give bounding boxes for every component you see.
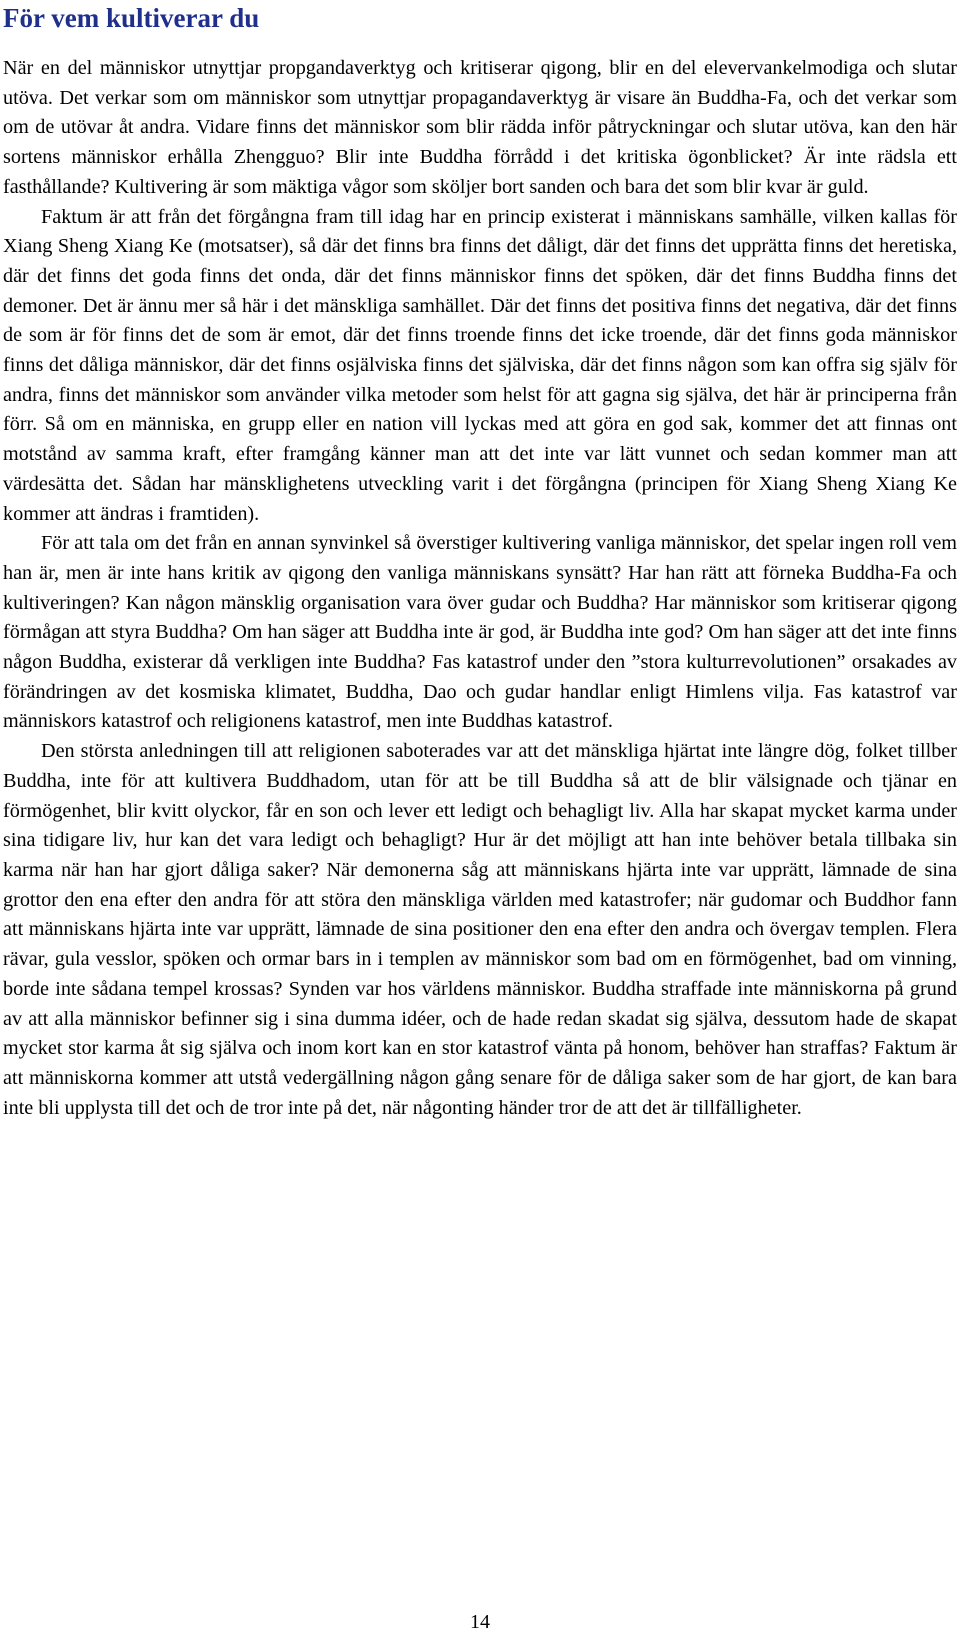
page-title: För vem kultiverar du: [3, 3, 260, 33]
paragraph-2: Faktum är att från det förgångna fram till idag har en princip existerat i människans samhälle, vilken kallas för Xiang Sheng Xiang Ke (motsatser), så där det finns bra finns det dåligt, där det finns det upprätta finns det heretiska, där det finns det goda finns det onda, där det finns människor finns det spöken, där det finns Buddha finns det demoner. Det är ännu mer så här i det mänskliga samhället. Där det finns det positiva finns det negativa, där det finns de som är för finns det de som är emot, där det finns troende finns det icke troende, där det finns goda människor finns det dåliga människor, där det finns osjälviska finns det själviska, där det finns någon som kan offra sig själv för andra, finns det människor som använder vilka metoder som helst för att gagna sig själva, det här är principerna från förr. Så om en människa, en grupp eller en nation vill lyckas med att göra en god sak, kommer det att finnas ont motstånd av samma kraft, efter framgång känner man att det inte var lätt vunnet och sedan kommer man att värdesätta det. Sådan har mänsklighetens utveckling varit i det förgångna (principen för Xiang Sheng Xiang Ke kommer att ändras i framtiden).: [3, 205, 957, 525]
document-page: [3, 0, 957, 1123]
page-number: 14: [470, 1611, 490, 1633]
document-body: [3, 54, 957, 1123]
paragraph-3: För att tala om det från en annan synvinkel så överstiger kultivering vanliga människor, det spelar ingen roll vem han är, men är inte hans kritik av qigong den vanliga människans synsätt? Har han rätt att förneka Buddha-Fa och kultiveringen? Kan någon mänsklig organisation vara över gudar och Buddha? Har människor som kritiserar qigong förmågan att styra Buddha? Om han säger att Buddha inte är god, är Buddha inte god? Om han säger att det inte finns någon Buddha, existerar då verkligen inte Buddha? Fas katastrof under den ”stora kulturrevolutionen” orsakades av förändringen av det kosmiska klimatet, Buddha, Dao och gudar handlar enligt Himlens vilja. Fas katastrof var människors katastrof och religionens katastrof, men inte Buddhas katastrof.: [3, 532, 957, 733]
paragraph-1: När en del människor utnyttjar propgandaverktyg och kritiserar qigong, blir en del elevervankelmodiga och slutar utöva. Det verkar som om människor som utnyttjar propagandaverktyg är visare än Buddha-Fa, och det verkar som om de utövar åt andra. Vidare finns det människor som blir rädda inför påtryckningar och slutar utöva, kan den här sortens människor erhålla Zhengguo? Blir inte Buddha förrådd i det kritiska ögonblicket? Är inte rädsla ett fasthållande? Kultivering är som mäktiga vågor som sköljer bort sanden och bara det som blir kvar är guld.: [3, 57, 957, 198]
paragraph-4: Den största anledningen till att religionen saboterades var att det mänskliga hjärtat inte längre dög, folket tillber Buddha, inte för att kultivera Buddhadom, utan för att be till Buddha så att de blir välsignade och tjänar en förmögenhet, blir kvitt olyckor, får en son och lever ett ledigt och behagligt liv. Alla har skapat mycket karma under sina tidigare liv, hur kan det vara ledigt och behagligt? Hur är det möjligt att han inte behöver betala tillbaka sin karma när han har gjort dåliga saker? När demonerna såg att människans hjärta inte var upprätt, lämnade de sina grottor den ena efter den andra för att störa den mänskliga världen med katastrofer; när gudomar och Buddhor fann att människans hjärta inte var upprätt, lämnade de sina positioner den ena efter den andra och övergav templen. Flera rävar, gula vesslor, spöken och ormar bars in i templen av människor som bad om en förmögenhet, bad om vinning, borde inte sådana tempel krossas? Synden var hos världens människor. Buddha straffade inte människorna på grund av att alla människor befinner sig i sina dumma idéer, och de hade redan skadat sig själva, dessutom hade de skapat mycket stor karma åt sig själva och inom kort kan en stor katastrof vänta på honom, behöver han straffas? Faktum är att människorna kommer att utstå vedergällning någon gång senare för de dåliga saker som de har gjort, de kan bara inte bli upplysta till det och de tror inte på det, när någonting händer tror de att det är tillfälligheter.: [3, 740, 957, 1119]
